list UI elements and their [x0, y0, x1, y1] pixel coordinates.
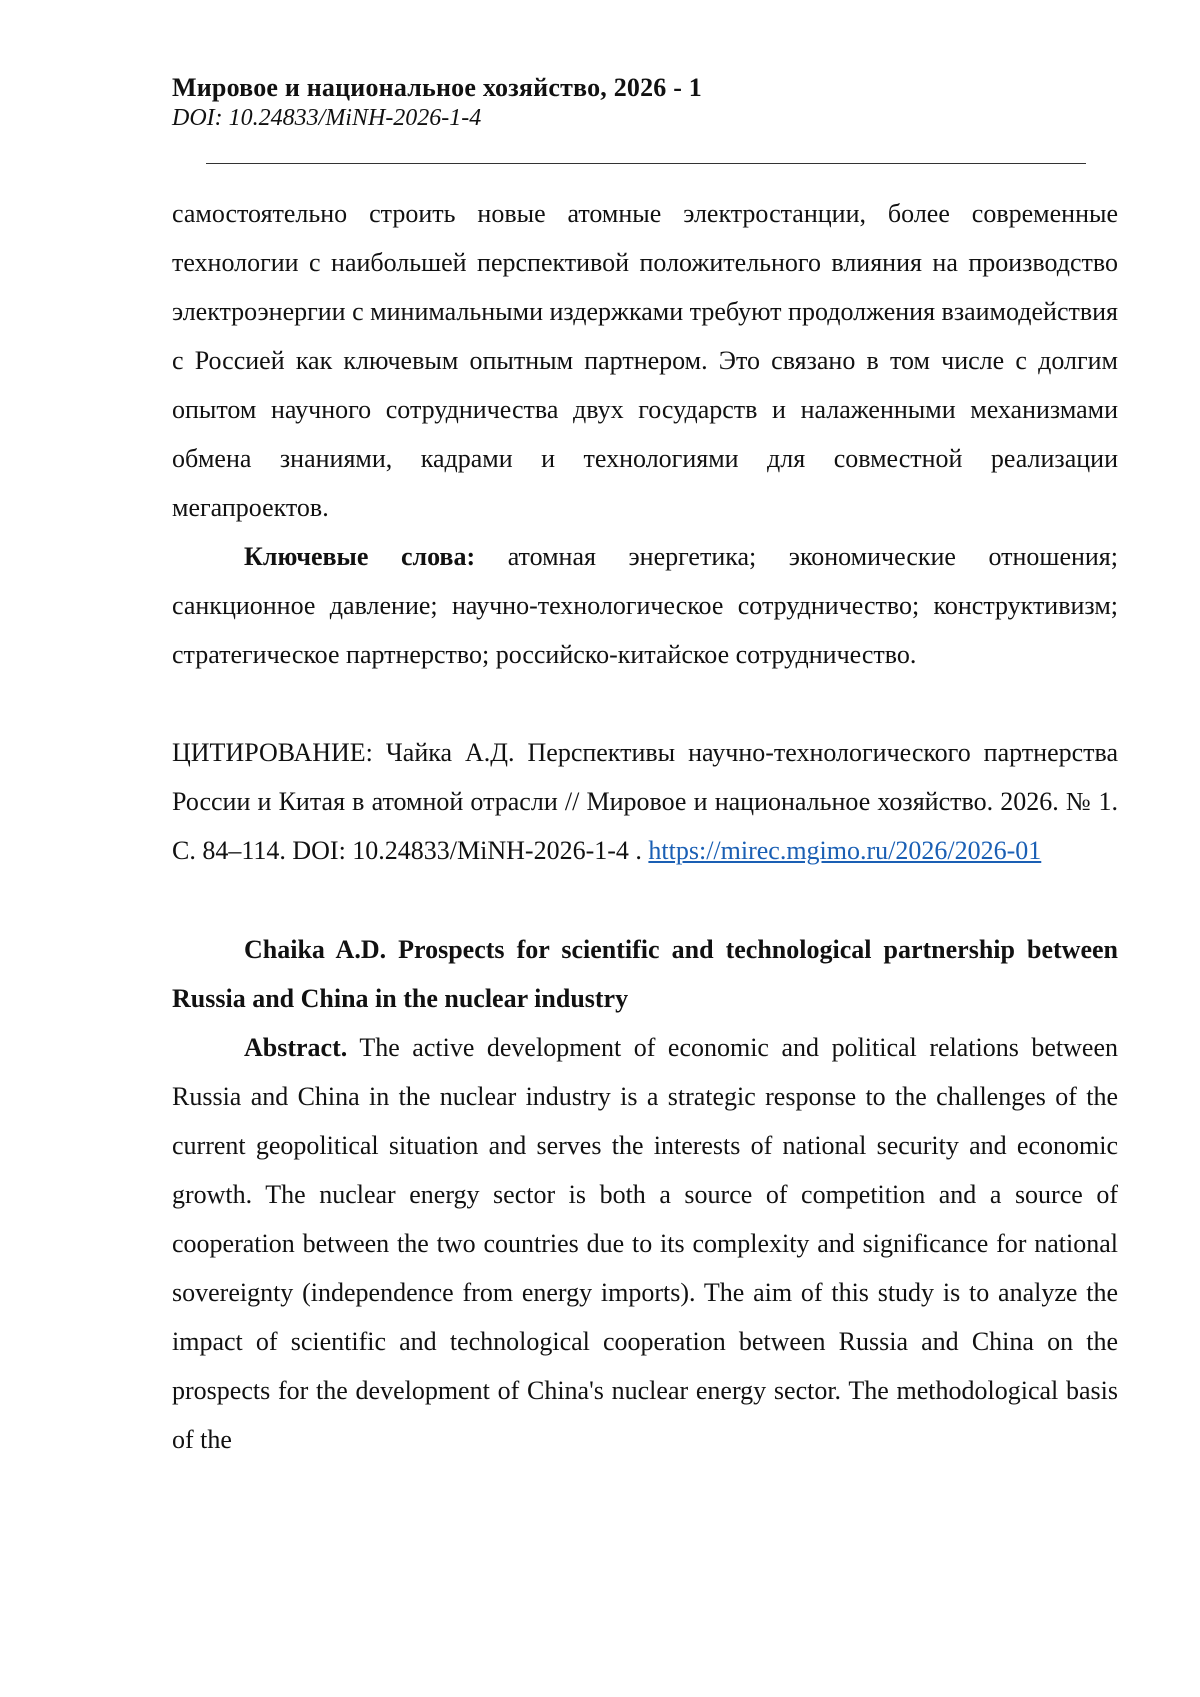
- citation-text: ЦИТИРОВАНИЕ: Чайка А.Д. Перспективы научно-технологического партнерства России и Китая в атомной отрасли // Мировое и национальное хозяйство. 2026. № 1. С. 84–114. DOI: 10.24833/MiNH-2026-1-4 .: [172, 738, 1118, 865]
- running-header: [172, 72, 1102, 132]
- english-abstract: [172, 1023, 1118, 1464]
- abstract-label: Abstract.: [244, 1033, 348, 1062]
- journal-title: Мировое и национальное хозяйство, 2026 - 1: [172, 73, 702, 102]
- keywords-label: Ключевые слова:: [244, 542, 476, 571]
- citation-link[interactable]: https://mirec.mgimo.ru/2026/2026-01: [648, 836, 1042, 865]
- english-title: Chaika A.D. Prospects for scientific and technological partnership between Russia and China in the nuclear industry: [172, 935, 1118, 1013]
- journal-doi: DOI: 10.24833/MiNH-2026-1-4: [172, 105, 482, 131]
- keywords-text: атомная энергетика; экономические отношения; санкционное давление; научно-технологическое сотрудничество; конструктивизм; стратегическое партнерство; российско-китайское сотрудничество.: [172, 542, 1118, 669]
- abstract-text: The active development of economic and political relations between Russia and China in the nuclear industry is a strategic response to the challenges of the current geopolitical situation and serves the interests of national security and economic growth. The nuclear energy sector is both a source of competition and a source of cooperation between the two countries due to its complexity and significance for national sovereignty (independence from energy imports). The aim of this study is to analyze the impact of scientific and technological cooperation between Russia and China on the prospects for the development of China's nuclear energy sector. The methodological basis of the: [172, 1033, 1118, 1454]
- russian-abstract-continuation: самостоятельно строить новые атомные электростанции, более современные технологии с наибольшей перспективой положительного влияния на производство электроэнергии с минимальными издержками требуют продолжения взаимодействия с Россией как ключевым опытным партнером. Это связано в том числе с долгим опытом научного сотрудничества двух государств и налаженными механизмами обмена знаниями, кадрами и технологиями для совместной реализации мегапроектов.: [172, 199, 1118, 522]
- citation-paragraph: [172, 728, 1118, 875]
- article-body: [172, 189, 1118, 1464]
- header-divider: [206, 163, 1086, 164]
- keywords-paragraph: [172, 532, 1118, 679]
